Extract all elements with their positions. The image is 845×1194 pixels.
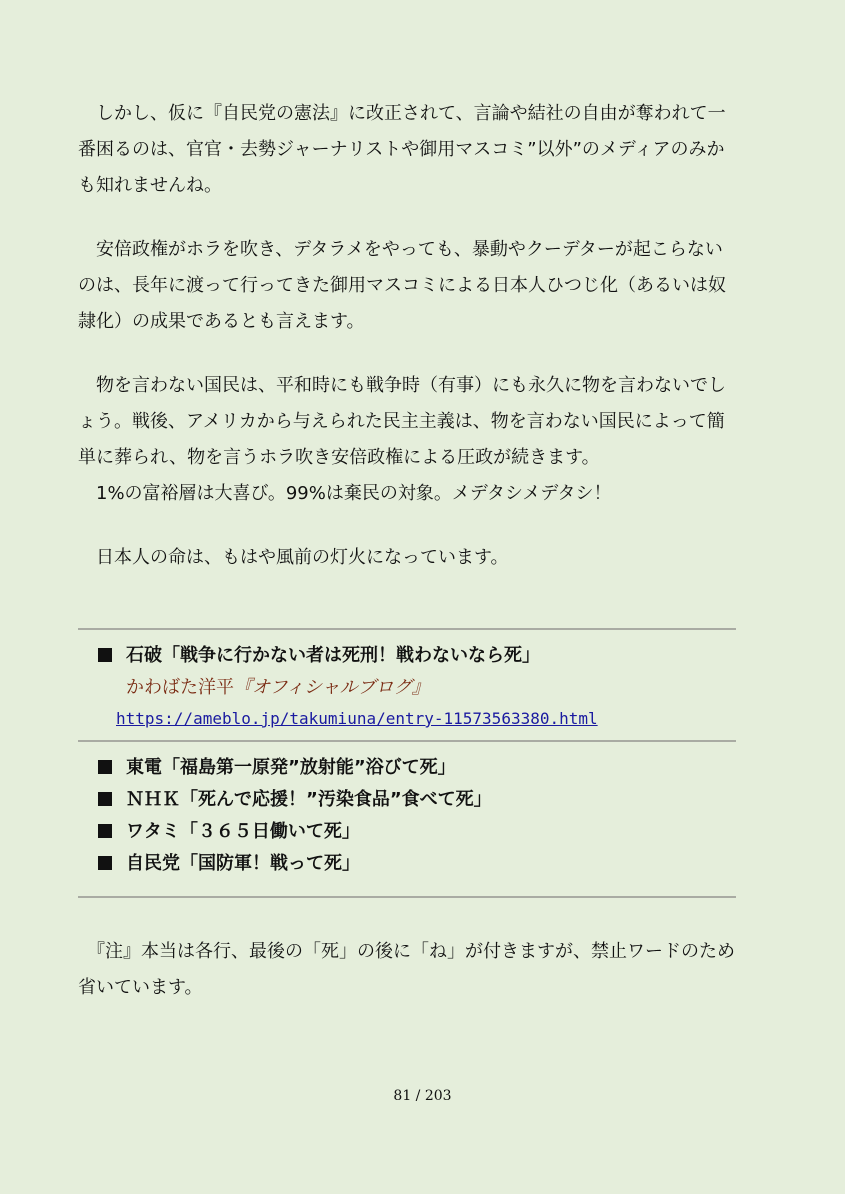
square-bullet-icon <box>98 856 112 870</box>
page-number: 81 / 203 <box>393 1088 452 1104</box>
list-item: ＮＨＫ「死んで応援！”汚染食品”食べて死」 <box>98 784 738 816</box>
list-item: 自民党「国防軍！戦って死」 <box>98 848 738 880</box>
paragraph-2: 安倍政権がホラを吹き、デタラメをやっても、暴動やクーデターが起こらないのは、長年に渡って行ってきた御用マスコミによる日本人ひつじ化（あるいは奴隷化）の成果であるとも言えます。 <box>78 239 726 332</box>
square-bullet-icon <box>98 792 112 806</box>
square-bullet-icon <box>98 824 112 838</box>
document-body <box>78 96 738 1006</box>
paragraph-4: 1%の富裕層は大喜び。99%は棄民の対象。メデタシメデタシ！ <box>78 483 612 504</box>
square-bullet-icon <box>98 648 112 662</box>
source-link[interactable]: https://ameblo.jp/takumiuna/entry-11573563380.html <box>116 709 598 728</box>
list-item: 東電「福島第一原発”放射能”浴びて死」 <box>98 752 738 784</box>
blog-source: かわばた洋平『オフィシャルブログ』 <box>126 677 430 698</box>
paragraph-1: しかし、仮に『自民党の憲法』に改正されて、言論や結社の自由が奪われて一番困るのは、官官・去勢ジャーナリストや御用マスコミ”以外”のメディアのみかも知れませんね。 <box>78 103 726 196</box>
note-paragraph: 『注』本当は各行、最後の「死」の後に「ね」が付きますが、禁止ワードのため省いています。 <box>78 941 735 998</box>
quote-box-1 <box>78 630 738 740</box>
paragraph-3: 物を言わない国民は、平和時にも戦争時（有事）にも永久に物を言わないでしょう。戦後、アメリカから与えられた民主主義は、物を言わない国民によって簡単に葬られ、物を言うホラ吹き安倍政権による圧政が続きます。 <box>78 375 726 468</box>
headline-item: 石破「戦争に行かない者は死刑！戦わないなら死」 <box>98 640 738 672</box>
quote-box-2 <box>78 742 738 886</box>
paragraph-5: 日本人の命は、もはや風前の灯火になっています。 <box>78 547 509 568</box>
list-item: ワタミ「３６５日働いて死」 <box>98 816 738 848</box>
square-bullet-icon <box>98 760 112 774</box>
